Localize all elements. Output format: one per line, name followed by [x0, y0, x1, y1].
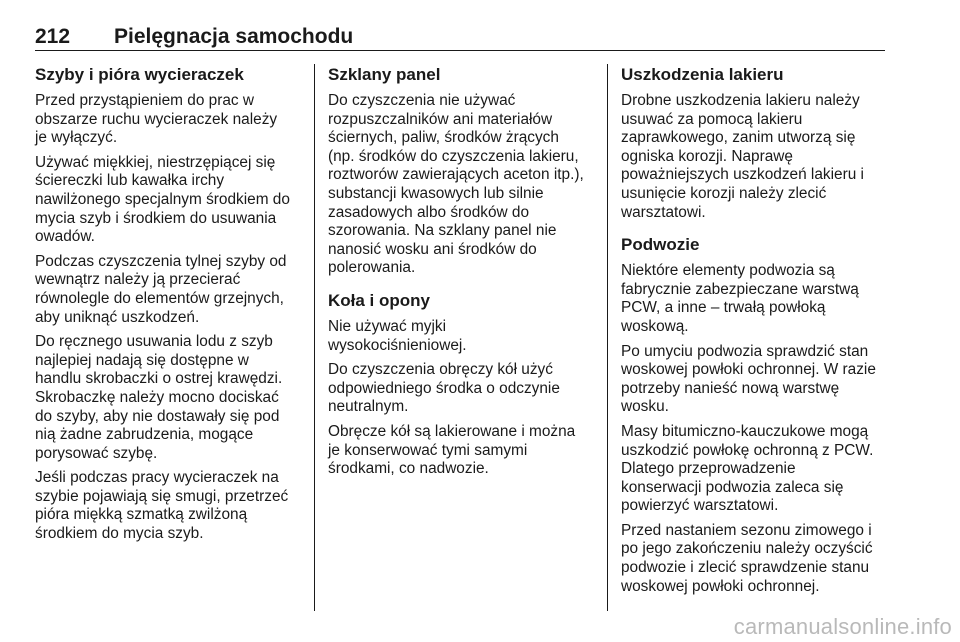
paragraph: Masy bitumiczno-kauczukowe mogą uszkodzić powłokę ochronną z PCW. Dlatego przeprowadzenie konserwacji podwozia zaleca się powierzyć warsztatowi.: [621, 422, 874, 515]
section-heading-wheels-tyres: Koła i opony: [328, 290, 430, 310]
column-divider: [607, 64, 608, 611]
paragraph: Nie używać myjki wysokociśnieniowej.: [328, 317, 467, 354]
paragraph: Do czyszczenia nie używać rozpuszczalników ani materiałów ściernych, paliw, środków żrących (np. środków do czyszczenia lakieru, roztworów zawierających aceton itp.), substancji kwasowych lub silnie zasadowych albo środków do szorowania. Na szklany panel nie nanosić wosku ani środków do polerowania.: [328, 92, 584, 277]
paragraph: Do ręcznego usuwania lodu z szyb najlepiej nadają się dostępne w handlu skrobaczki o ostrej krawędzi. Skrobaczkę należy mocno dociskać do szyby, aby nie dostawały się pod nią żadne zabrudzenia, mogące porysować szybę.: [35, 333, 283, 462]
paragraph: Jeśli podczas pracy wycieraczek na szybie pojawiają się smugi, przetrzeć pióra miękką szmatką zwilżoną środkiem do mycia szyb.: [35, 469, 289, 543]
paragraph: Podczas czyszczenia tylnej szyby od wewnątrz należy ją przecierać równolegle do elementów grzejnych, aby uniknąć uszkodzeń.: [35, 252, 287, 326]
column-2: [328, 64, 598, 485]
chapter-title: Pielęgnacja samochodu: [114, 25, 354, 48]
page-number: 212: [35, 25, 71, 48]
paragraph: Obręcze kół są lakierowane i można je konserwować tymi samymi środkami, co nadwozie.: [328, 422, 576, 478]
paragraph: Do czyszczenia obręczy kół użyć odpowiedniego środka o odczynie neutralnym.: [328, 361, 560, 416]
paragraph: Po umyciu podwozia sprawdzić stan woskowej powłoki ochronnej. W razie potrzeby nanieść nową warstwę wosku.: [621, 342, 876, 416]
paragraph: Używać miękkiej, niestrzępiącej się ściereczki lub kawałka irchy nawilżonego specjalnym środkiem do mycia szyb i środkiem do usuwania owadów.: [35, 153, 290, 246]
paragraph: Przed przystąpieniem do prac w obszarze ruchu wycieraczek należy je wyłączyć.: [35, 92, 278, 147]
section-heading-glass-panel: Szklany panel: [328, 65, 441, 84]
watermark: carmanualsonline.info: [733, 614, 952, 639]
column-1: [35, 64, 305, 550]
column-3: [621, 64, 889, 602]
paragraph: Niektóre elementy podwozia są fabrycznie zabezpieczane warstwą PCW, a inne – trwałą powłoką woskową.: [621, 262, 859, 335]
paragraph: Drobne uszkodzenia lakieru należy usuwać za pomocą lakieru zaprawkowego, zanim utworzą się ogniska korozji. Naprawę poważniejszych uszkodzeń lakieru i usunięcie korozji należy zlecić warsztatowi.: [621, 92, 864, 221]
page-header: [35, 26, 885, 51]
section-heading-underbody: Podwozie: [621, 235, 700, 255]
section-heading-paint-damage: Uszkodzenia lakieru: [621, 65, 784, 84]
section-heading-wipers: Szyby i pióra wycieraczek: [35, 65, 244, 84]
paragraph: Przed nastaniem sezonu zimowego i po jego zakończeniu należy oczyścić podwozie i zlecić sprawdzenie stanu woskowej powłoki ochronnej.: [621, 521, 873, 595]
column-divider: [314, 64, 315, 611]
